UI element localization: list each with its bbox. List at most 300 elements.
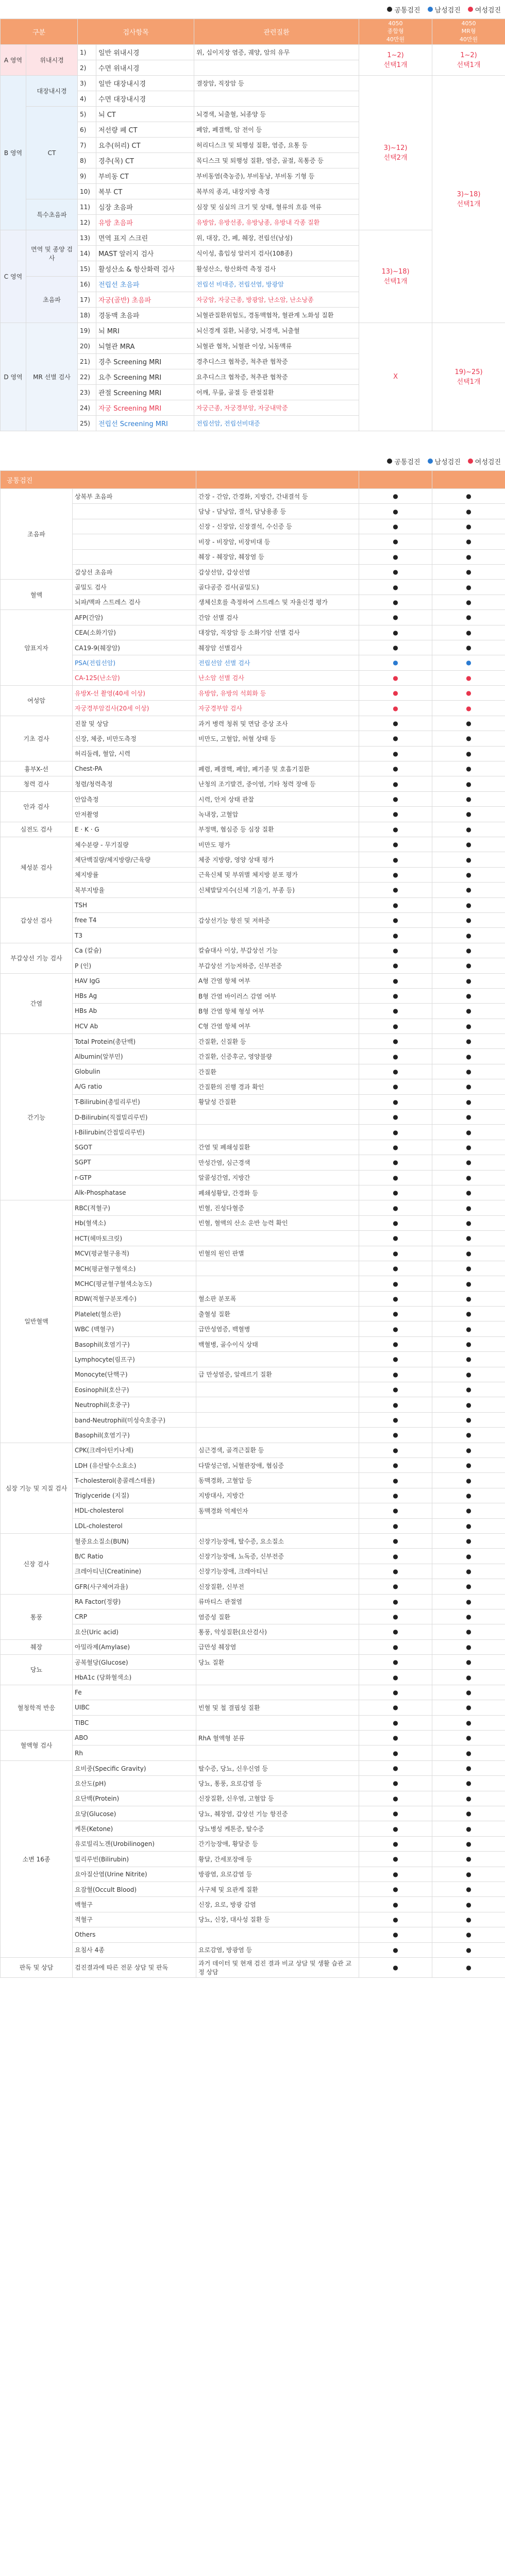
common-row (1, 1307, 505, 1321)
item-desc (194, 91, 359, 107)
item-name: CRP (73, 1609, 196, 1624)
item-name: HCT(헤마토크릿) (73, 1231, 196, 1246)
included-dot-icon: ● (432, 1276, 505, 1291)
included-dot-icon: ● (432, 1064, 505, 1079)
item-number: 5) (78, 107, 96, 122)
included-dot-icon: ● (359, 791, 432, 806)
common-row (1, 1019, 505, 1033)
included-dot-icon: ● (359, 1291, 432, 1306)
item-desc: B형 간염 항체 형성 여부 (196, 1004, 359, 1019)
item-desc: 급만성 췌장염 (196, 1639, 359, 1654)
included-dot-icon: ● (359, 1685, 432, 1700)
included-dot-icon: ● (432, 701, 505, 716)
item-desc: 신장기능장애, 탈수증, 요소질소 (196, 1533, 359, 1548)
item-name: 안저촬영 (73, 807, 196, 822)
item-name: TSH (73, 897, 196, 912)
item-name: HAV IgG (73, 973, 196, 988)
included-dot-icon: ● (432, 1336, 505, 1351)
category-label: 위내시경 (26, 45, 78, 76)
item-desc: 급 만성염증, 알레르기 질환 (196, 1367, 359, 1382)
item-desc: 뇌혈관질환위험도, 경동맥협착, 혈관계 노화성 질환 (194, 308, 359, 323)
dot-icon (428, 459, 433, 464)
item-name (73, 504, 196, 519)
included-dot-icon: ● (432, 489, 505, 504)
included-dot-icon: ● (432, 595, 505, 609)
item-desc: 신장, 요로, 방광 감염 (196, 1897, 359, 1912)
included-dot-icon: ● (359, 1957, 432, 1977)
item-name: 요침사 4종 (73, 1942, 196, 1957)
included-dot-icon: ● (359, 867, 432, 882)
item-desc: C형 간염 항체 여부 (196, 1019, 359, 1033)
item-number: 19) (78, 323, 96, 338)
included-dot-icon: ● (359, 1942, 432, 1957)
included-dot-icon: ● (432, 1957, 505, 1977)
included-dot-icon: ● (432, 1155, 505, 1170)
included-dot-icon: ● (359, 1140, 432, 1155)
included-dot-icon: ● (359, 1079, 432, 1094)
included-dot-icon: ● (359, 1215, 432, 1230)
item-desc: 부정맥, 협심증 등 심장 질환 (196, 822, 359, 837)
common-row (1, 1745, 505, 1760)
item-desc (196, 1276, 359, 1291)
common-row (1, 958, 505, 973)
choice-c1: 13)~18) 선택1개 (359, 230, 432, 323)
common-row (1, 716, 505, 731)
included-dot-icon: ● (359, 837, 432, 852)
included-dot-icon: ● (432, 1367, 505, 1382)
item-desc: 당뇨병성 케톤증, 탈수증 (196, 1821, 359, 1836)
item-desc: 지방대사, 지방간 (196, 1488, 359, 1503)
included-dot-icon: ● (432, 1079, 505, 1094)
item-desc: RhA 혈액형 분류 (196, 1731, 359, 1745)
category-label: 소변 16종 (1, 1760, 73, 1957)
choice-c2: 19)~25) 선택1개 (432, 323, 505, 431)
common-row (1, 595, 505, 609)
included-dot-icon: ● (359, 958, 432, 973)
item-name: Lymphocyte(림프구) (73, 1352, 196, 1367)
item-name: 유방 초음파 (96, 215, 194, 230)
included-dot-icon: ● (359, 1776, 432, 1791)
included-dot-icon: ● (432, 943, 505, 958)
common-row (1, 1760, 505, 1775)
item-desc: 골다공증 검사(골밀도) (196, 580, 359, 595)
included-dot-icon: ● (359, 1912, 432, 1927)
item-name: 요비중(Specific Gravity) (73, 1760, 196, 1775)
item-desc (196, 1261, 359, 1276)
item-name: RBC(적혈구) (73, 1200, 196, 1215)
program-row (1, 323, 505, 338)
included-dot-icon: ● (359, 1639, 432, 1654)
common-row (1, 1155, 505, 1170)
item-desc: 자궁경부암 검사 (196, 701, 359, 716)
item-desc: 황달, 간세포장애 등 (196, 1852, 359, 1867)
included-dot-icon: ● (359, 625, 432, 640)
choice-c1: X (359, 323, 432, 431)
common-row (1, 519, 505, 534)
included-dot-icon: ● (359, 1185, 432, 1200)
item-name: 백혈구 (73, 1897, 196, 1912)
common-row (1, 1609, 505, 1624)
common-row (1, 1579, 505, 1594)
included-dot-icon: ● (359, 1700, 432, 1715)
item-name: A/G ratio (73, 1079, 196, 1094)
included-dot-icon: ● (359, 1594, 432, 1609)
item-desc (196, 1382, 359, 1397)
common-row (1, 1064, 505, 1079)
included-dot-icon: ● (359, 807, 432, 822)
legend-common: 공통검진 (387, 456, 420, 466)
item-name: SGPT (73, 1155, 196, 1170)
included-dot-icon: ● (359, 1473, 432, 1488)
included-dot-icon: ● (432, 822, 505, 837)
item-desc: 심근경색, 골격근질환 등 (196, 1443, 359, 1458)
included-dot-icon: ● (359, 1533, 432, 1548)
item-desc: 어깨, 무릎, 골절 등 관절질환 (194, 385, 359, 400)
item-name: 진찰 및 상담 (73, 716, 196, 731)
included-dot-icon: ● (432, 1321, 505, 1336)
item-name: 골밀도 검사 (73, 580, 196, 595)
item-desc (196, 746, 359, 761)
item-desc: 간질환, 신질환 등 (196, 1034, 359, 1049)
category-label: 기초 검사 (1, 716, 73, 761)
included-dot-icon: ● (432, 883, 505, 897)
item-name: HbA1c (당화혈색소) (73, 1670, 196, 1685)
item-name: B/C Ratio (73, 1549, 196, 1564)
item-name: 뇌파/맥파 스트레스 검사 (73, 595, 196, 609)
common-row (1, 1004, 505, 1019)
included-dot-icon: ● (359, 928, 432, 943)
item-name: 요추(허리) CT (96, 138, 194, 153)
included-dot-icon: ● (432, 504, 505, 519)
item-name: PSA(전립선암) (73, 655, 196, 670)
item-desc: 당뇨 질환 (196, 1655, 359, 1670)
included-dot-icon: ● (432, 1200, 505, 1215)
included-dot-icon: ● (432, 973, 505, 988)
common-row (1, 1503, 505, 1518)
included-dot-icon: ● (432, 1579, 505, 1594)
common-row (1, 791, 505, 806)
common-row (1, 928, 505, 943)
item-name: MCV(평균혈구용적) (73, 1246, 196, 1261)
included-dot-icon: ● (359, 1670, 432, 1685)
item-desc: 당뇨, 췌장염, 갑상선 기능 항진증 (196, 1806, 359, 1821)
common-row (1, 640, 505, 655)
common-row (1, 776, 505, 791)
included-dot-icon: ● (359, 1518, 432, 1533)
common-row (1, 1488, 505, 1503)
included-dot-icon: ● (432, 928, 505, 943)
item-desc: 위, 십이지장 염증, 궤양, 암의 유무 (194, 45, 359, 60)
included-dot-icon: ● (359, 1246, 432, 1261)
item-desc: 출혈성 질환 (196, 1307, 359, 1321)
item-desc: 류마티스 관절염 (196, 1594, 359, 1609)
item-name: CEA(소화기암) (73, 625, 196, 640)
item-name: Globulin (73, 1064, 196, 1079)
item-name: 복부지방율 (73, 883, 196, 897)
item-name: 수면 위내시경 (96, 60, 194, 76)
common-row (1, 852, 505, 867)
common-row (1, 731, 505, 746)
item-desc: 급만성염증, 백혈병 (196, 1321, 359, 1336)
included-dot-icon: ● (359, 701, 432, 716)
item-number: 10) (78, 184, 96, 199)
common-row (1, 1231, 505, 1246)
item-desc: 담낭 - 담낭암, 결석, 담낭용종 등 (196, 504, 359, 519)
included-dot-icon: ● (432, 1715, 505, 1730)
included-dot-icon: ● (432, 1821, 505, 1836)
item-name: 전립선 Screening MRI (96, 416, 194, 431)
item-name: HBs Ab (73, 1004, 196, 1019)
item-desc: 신장기능장애, 크레아티닌 (196, 1564, 359, 1579)
item-name: r-GTP (73, 1170, 196, 1185)
category-label: 일반혈액 (1, 1200, 73, 1443)
common-row (1, 549, 505, 564)
included-dot-icon: ● (432, 1215, 505, 1230)
item-name: UIBC (73, 1700, 196, 1715)
item-number: 24) (78, 400, 96, 416)
item-desc: 신체발달지수(신체 기울기, 부종 등) (196, 883, 359, 897)
legend-common: 공통검진 (387, 5, 420, 14)
included-dot-icon: ● (359, 1307, 432, 1321)
included-dot-icon: ● (359, 519, 432, 534)
included-dot-icon: ● (359, 1170, 432, 1185)
item-name: 아밀라제(Amylase) (73, 1639, 196, 1654)
item-number: 18) (78, 308, 96, 323)
item-name: E · K · G (73, 822, 196, 837)
item-name: 일반 위내시경 (96, 45, 194, 60)
included-dot-icon: ● (359, 504, 432, 519)
included-dot-icon: ● (432, 655, 505, 670)
item-name: Basophil(호염기구) (73, 1336, 196, 1351)
included-dot-icon: ● (359, 1821, 432, 1836)
item-name: 갑상선 초음파 (73, 564, 196, 579)
included-dot-icon: ● (359, 1806, 432, 1821)
included-dot-icon: ● (432, 1776, 505, 1791)
included-dot-icon: ● (359, 1034, 432, 1049)
legend-2 (0, 452, 505, 470)
included-dot-icon: ● (359, 1321, 432, 1336)
item-name: AFP(간암) (73, 610, 196, 625)
included-dot-icon: ● (359, 1276, 432, 1291)
item-number: 3) (78, 76, 96, 91)
item-name: free T4 (73, 912, 196, 927)
included-dot-icon: ● (432, 1655, 505, 1670)
item-name: Triglyceride (지질) (73, 1488, 196, 1503)
included-dot-icon: ● (432, 1700, 505, 1715)
included-dot-icon: ● (432, 1473, 505, 1488)
common-row (1, 1670, 505, 1685)
common-row (1, 1382, 505, 1397)
included-dot-icon: ● (432, 549, 505, 564)
common-row (1, 670, 505, 685)
included-dot-icon: ● (359, 1927, 432, 1942)
included-dot-icon: ● (432, 1609, 505, 1624)
item-name: HCV Ab (73, 1019, 196, 1033)
included-dot-icon: ● (359, 883, 432, 897)
item-desc: 녹내장, 고혈압 (196, 807, 359, 822)
included-dot-icon: ● (359, 988, 432, 1003)
included-dot-icon: ● (432, 1549, 505, 1564)
common-row (1, 1957, 505, 1977)
item-desc: 목디스크 및 퇴행성 질환, 염증, 골절, 목통증 등 (194, 153, 359, 168)
item-desc: 동맥경화 억제인자 (196, 1503, 359, 1518)
common-row (1, 1685, 505, 1700)
common-row (1, 1806, 505, 1821)
item-number: 25) (78, 416, 96, 431)
category-label: 흉부X-선 (1, 761, 73, 776)
included-dot-icon: ● (432, 1533, 505, 1548)
included-dot-icon: ● (432, 1110, 505, 1125)
included-dot-icon: ● (359, 686, 432, 701)
item-name: RA Factor(정량) (73, 1594, 196, 1609)
header-c2: 4050 MR형 40만원 (432, 19, 505, 45)
common-row (1, 489, 505, 504)
included-dot-icon: ● (359, 1458, 432, 1473)
included-dot-icon: ● (432, 1624, 505, 1639)
category-label: 간염 (1, 973, 73, 1034)
category-label: 안과 검사 (1, 791, 73, 822)
included-dot-icon: ● (359, 610, 432, 625)
common-row (1, 1897, 505, 1912)
common-row (1, 1185, 505, 1200)
item-name: 뇌 CT (96, 107, 194, 122)
included-dot-icon: ● (359, 1397, 432, 1412)
item-desc (196, 1352, 359, 1367)
included-dot-icon: ● (432, 746, 505, 761)
included-dot-icon: ● (432, 1125, 505, 1140)
included-dot-icon: ● (432, 958, 505, 973)
item-desc (196, 1715, 359, 1730)
item-desc: 신장 - 신장암, 신장결석, 수신증 등 (196, 519, 359, 534)
item-name: 수면 대장내시경 (96, 91, 194, 107)
item-desc: 신장질환, 신우염, 고혈압 등 (196, 1791, 359, 1806)
item-desc (196, 928, 359, 943)
item-name: GFR(사구체여과율) (73, 1579, 196, 1594)
common-row (1, 912, 505, 927)
common-row (1, 564, 505, 579)
included-dot-icon: ● (359, 1564, 432, 1579)
item-name: 요아질산염(Urine Nitrite) (73, 1867, 196, 1882)
common-row (1, 1549, 505, 1564)
included-dot-icon: ● (359, 1488, 432, 1503)
legend-female: 여성검진 (468, 5, 501, 14)
item-name: 허리둘레, 혈압, 시력 (73, 746, 196, 761)
item-name: P (인) (73, 958, 196, 973)
included-dot-icon: ● (432, 1731, 505, 1745)
item-number: 6) (78, 122, 96, 138)
item-desc: 당뇨, 신장, 대사성 질환 등 (196, 1912, 359, 1927)
common-row (1, 746, 505, 761)
included-dot-icon: ● (432, 731, 505, 746)
common-row (1, 1140, 505, 1155)
item-name: Others (73, 1927, 196, 1942)
item-name: 상복부 초음파 (73, 489, 196, 504)
category-label: 대장내시경 (26, 76, 78, 107)
item-desc: 부비동염(축농증), 부비동낭, 부비동 기형 등 (194, 168, 359, 184)
item-number: 11) (78, 199, 96, 215)
header-blank (432, 471, 505, 489)
item-desc: 난소암 선별 검사 (196, 670, 359, 685)
item-name: 자궁경부암검사(20세 이상) (73, 701, 196, 716)
common-row (1, 1776, 505, 1791)
included-dot-icon: ● (432, 1806, 505, 1821)
common-row (1, 1246, 505, 1261)
included-dot-icon: ● (359, 1412, 432, 1427)
included-dot-icon: ● (359, 670, 432, 685)
item-desc: 간기능장애, 황달증 등 (196, 1836, 359, 1851)
included-dot-icon: ● (359, 534, 432, 549)
item-name: 유로빌리노겐(Urobilinogen) (73, 1836, 196, 1851)
included-dot-icon: ● (359, 943, 432, 958)
included-dot-icon: ● (432, 1428, 505, 1443)
legend (0, 0, 505, 19)
item-name (73, 519, 196, 534)
item-desc: 난청의 조기발견, 중이염, 기타 청력 장애 등 (196, 776, 359, 791)
section-label: A 영역 (1, 45, 26, 76)
common-row (1, 686, 505, 701)
common-row (1, 580, 505, 595)
item-desc: 통풍, 악성질환(요산검사) (196, 1624, 359, 1639)
item-number: 9) (78, 168, 96, 184)
included-dot-icon: ● (432, 1685, 505, 1700)
common-row (1, 1518, 505, 1533)
item-name: Rh (73, 1745, 196, 1760)
item-name: 자궁(골반) 초음파 (96, 292, 194, 308)
item-desc (196, 1428, 359, 1443)
category-label: 신장 검사 (1, 1533, 73, 1594)
included-dot-icon: ● (432, 564, 505, 579)
item-name: 경추(목) CT (96, 153, 194, 168)
item-desc: 전립선암, 전립선비대증 (194, 416, 359, 431)
category-label: 심장 기능 및 지질 검사 (1, 1443, 73, 1533)
item-desc (196, 1397, 359, 1412)
included-dot-icon: ● (359, 1110, 432, 1125)
included-dot-icon: ● (432, 1745, 505, 1760)
common-row (1, 1882, 505, 1896)
item-name: 일반 대장내시경 (96, 76, 194, 91)
common-row (1, 1731, 505, 1745)
item-desc: 신장기능장애, 뇨독증, 신부전증 (196, 1549, 359, 1564)
included-dot-icon: ● (359, 1443, 432, 1458)
included-dot-icon: ● (432, 640, 505, 655)
included-dot-icon: ● (359, 1261, 432, 1276)
choice-c1: 3)~12) 선택2개 (359, 76, 432, 230)
item-name: Alk-Phosphatase (73, 1185, 196, 1200)
item-name: 청렴/청력측정 (73, 776, 196, 791)
item-name: T-Bilirubin(총빌리루빈) (73, 1094, 196, 1109)
included-dot-icon: ● (432, 1140, 505, 1155)
included-dot-icon: ● (359, 776, 432, 791)
item-number: 20) (78, 338, 96, 354)
item-number: 1) (78, 45, 96, 60)
included-dot-icon: ● (432, 1518, 505, 1533)
item-name: 요산(Uric acid) (73, 1624, 196, 1639)
common-row (1, 1624, 505, 1639)
item-name: 경추 Screening MRI (96, 354, 194, 369)
item-name: CA-125(난소암) (73, 670, 196, 685)
included-dot-icon: ● (432, 1034, 505, 1049)
included-dot-icon: ● (359, 822, 432, 837)
common-row (1, 1564, 505, 1579)
item-name: 체단백질량/체지방량/근육량 (73, 852, 196, 867)
item-name (73, 534, 196, 549)
common-row (1, 625, 505, 640)
section-label: B 영역 (1, 76, 26, 230)
common-row (1, 1533, 505, 1548)
category-label: 특수초음파 (26, 199, 78, 230)
common-row (1, 883, 505, 897)
item-name: MCH(평균혈구혈색소) (73, 1261, 196, 1276)
